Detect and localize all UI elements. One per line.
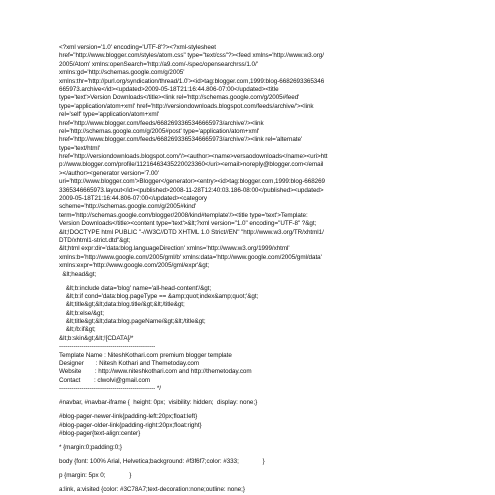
document-line: ></author><generator version='7.00': [59, 169, 159, 177]
document-line: Contact : clwolvi@gmail.com: [59, 376, 151, 384]
document-line: #blog-pager-newer-link{padding-left:20px;float:left}: [59, 413, 198, 421]
document-line: 665973.archive</id><updated>2009-05-18T21:16:44.806-07:00</updated><title: [59, 85, 279, 93]
document-line: scheme='http://schemas.google.com/g/2005#kind': [59, 203, 197, 211]
document-line: Designer : Nitesh Kothari and Themetoday.com: [59, 360, 200, 368]
document-text: [59, 44, 469, 494]
document-line: p {margin: 5px 0; }: [59, 471, 132, 479]
document-line: 2009-05-18T21:16:44.806-07:00</updated><category: [59, 195, 207, 203]
document-line: href='http://www.blogger.com/feeds/6682693365346665973/archive'/><link rel='alternate': [59, 136, 303, 144]
document-line: Version Downloads</title><content type='text'>&lt;?xml version="1.0" encoding="UTF-8" ?&gt;: [59, 220, 317, 228]
document-line: ----------------------------------------------- */: [59, 385, 162, 393]
document-line: <?xml version='1.0' encoding='UTF-8'?><?xml-stylesheet: [59, 44, 216, 51]
document-line: xmlns:gd='http://schemas.google.com/g/2005': [59, 69, 185, 77]
document-line: rel='self' type='application/atom+xml': [59, 111, 160, 119]
document-line: Website : http://www.niteshkothari.com and http://themetoday.com: [59, 368, 252, 376]
document-line: &lt;b:skin&gt;&lt;![CDATA[/*: [59, 334, 134, 342]
document-line: a:link, a:visited {color: #3C78A7;text-decoration:none;outline: none;}: [59, 485, 245, 493]
document-line: 2005/Atom' xmlns:openSearch='http://a9.com/-/spec/opensearchrss/1.0/': [59, 60, 258, 68]
document-line: rel='http://schemas.google.com/g/2005#post' type='application/atom+xml': [59, 127, 260, 135]
document-line: 3365346665973.layout</id><published>2008-11-28T12:40:03.186-08:00</published><updated>: [59, 186, 324, 194]
document-line: DTD/xhtml1-strict.dtd"&gt;: [59, 236, 131, 244]
document-line: -----------------------------------------------: [59, 343, 156, 351]
document-line: href='http://versiondownloads.blogspot.com/'/><author><name>versaodownloads</name><uri>htt: [59, 153, 328, 161]
document-line: xmlns:thr='http://purl.org/syndication/thread/1.0'><id>tag:blogger.com,1999:blog-6682693365346: [59, 77, 325, 85]
document-line: term='http://schemas.google.com/blogger/2008/kind#template'/><title type='text'>Template:: [59, 211, 308, 219]
document-line: p://www.blogger.com/profile/11216463435220023360</uri><email>noreply@blogger.com</email: [59, 161, 324, 169]
document-line: &lt;/b:if&gt;: [59, 326, 96, 334]
document-line: xmlns:expr='http://www.google.com/2005/gml/expr'&gt;: [59, 262, 210, 270]
document-line: type='text/html': [59, 144, 100, 152]
document-line: &lt;title&gt;&lt;data:blog.title/&gt;&lt;/title&gt;: [59, 301, 185, 309]
document-line: &lt;html expr:dir='data:blog.languageDirection' xmlns='http://www.w3.org/1999/xhtml': [59, 245, 290, 253]
document-line: &lt;b:else/&gt;: [59, 309, 104, 317]
document-line: &lt;head&gt;: [59, 270, 97, 278]
document-line: &lt;!DOCTYPE html PUBLIC "-//W3C//DTD XHTML 1.0 Strict//EN" "http://www.w3.org/TR/xhtml1/: [59, 228, 324, 236]
document-line: href='http://www.blogger.com/feeds/6682693365346665973/archive'/><link: [59, 119, 264, 127]
document-line: body {font: 100% Arial, Helvetica;background: #f3f6f7;color: #333; }: [59, 457, 265, 465]
document-line: * {margin:0;padding:0;}: [59, 443, 122, 451]
document-line: type='text'>Version Downloads</title><link rel='http://schemas.google.com/g/2005#feed': [59, 94, 300, 102]
document-line: href="http://www.blogger.com/styles/atom.css" type="text/css"?><feed xmlns='http://www.w3.org/: [59, 52, 324, 60]
document-line: &lt;title&gt;&lt;data:blog.pageName/&gt;&lt;/title&gt;: [59, 318, 206, 326]
document-line: &lt;b:if cond='data:blog.pageType == &amp;quot;index&amp;quot;'&gt;: [59, 292, 259, 300]
document-line: #blog-pager{text-align:center}: [59, 429, 141, 437]
document-line: &lt;b:include data='blog' name='all-head-content'/&gt;: [59, 284, 212, 292]
document-line: #navbar, #navbar-iframe { height: 0px; visibility: hidden; display: none;}: [59, 399, 258, 407]
document-line: Template Name : NiteshKothari.com premium blogger template: [59, 351, 232, 359]
document-line: #blog-pager-older-link{padding-right:20px;float:right}: [59, 421, 202, 429]
document-line: xmlns:b='http://www.google.com/2005/gml/b' xmlns:data='http://www.google.com/2005/gml/data': [59, 253, 322, 261]
document-line: type='application/atom+xml' href='http://versiondownloads.blogspot.com/feeds/archive/'><link: [59, 102, 314, 110]
document-line: uri='http://www.blogger.com'>Blogger</generator><entry><id>tag:blogger.com,1999:blog-668269: [59, 178, 326, 186]
